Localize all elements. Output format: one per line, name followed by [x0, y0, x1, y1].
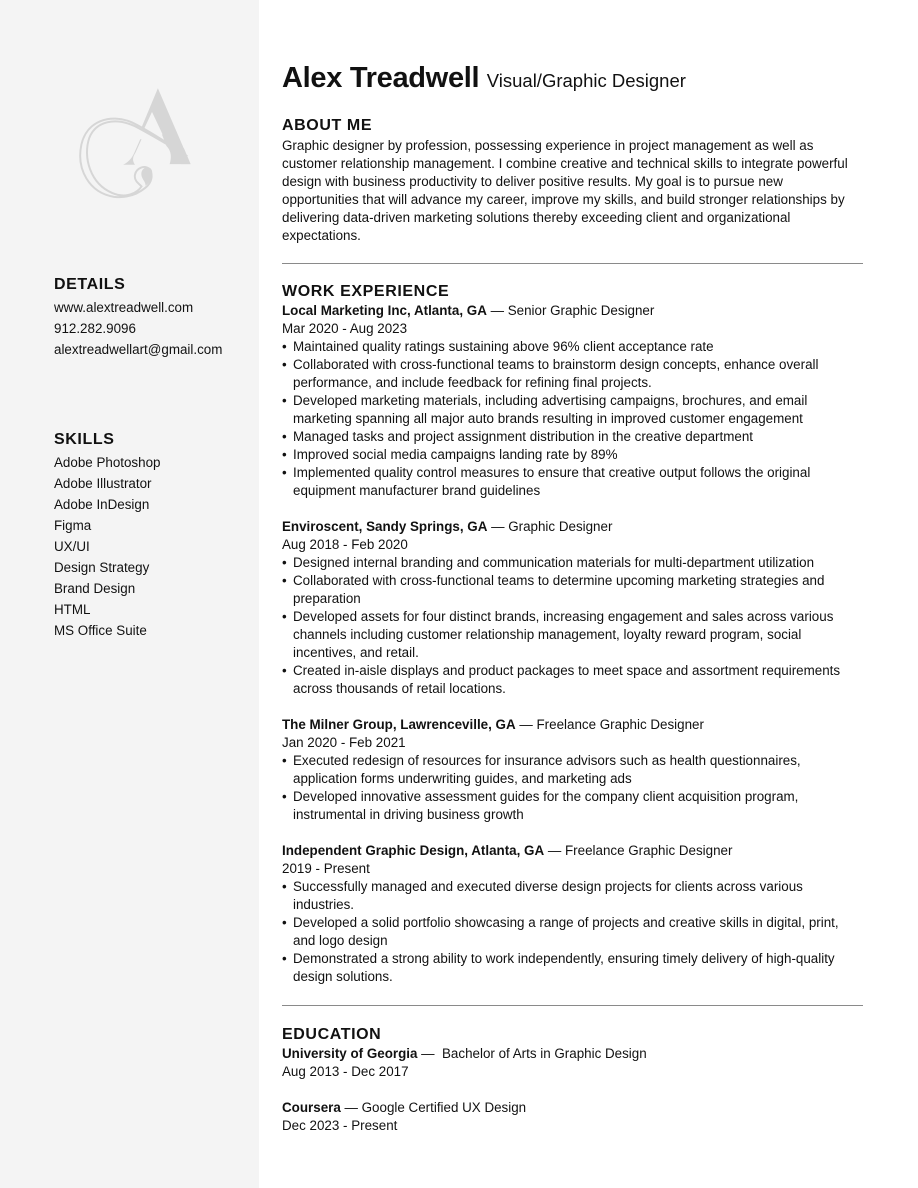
edu-dates: Aug 2013 - Dec 2017 [282, 1064, 409, 1079]
job-separator: — [515, 717, 537, 732]
job-entry [282, 716, 863, 824]
details-section [54, 275, 254, 360]
skill-item: MS Office Suite [54, 623, 147, 638]
skill-item: UX/UI [54, 539, 90, 554]
bullet-item: • Developed assets for four distinct brands, increasing engagement and sales across various channels including customer relationship management, loyalty reward program, social incentives, and retail. [282, 608, 863, 662]
edu-dates: Dec 2023 - Present [282, 1118, 398, 1133]
person-name: Alex Treadwell [282, 62, 480, 94]
bullet-item: • Created in-aisle displays and product packages to meet space and assortment requirements across thousands of retail locations. [282, 662, 863, 698]
bullet-item: • Developed innovative assessment guides for the company client acquisition program, instrumental in driving business growth [282, 788, 863, 824]
bullet-item: • Designed internal branding and communication materials for multi-department utilization [282, 554, 863, 572]
skill-item: Adobe Illustrator [54, 476, 152, 491]
job-separator: — [486, 303, 508, 318]
skill-item: HTML [54, 602, 91, 617]
job-dates: 2019 - Present [282, 861, 370, 876]
about-section [282, 116, 857, 245]
skill-item: Design Strategy [54, 560, 150, 575]
job-separator: — [487, 519, 509, 534]
job-separator: — [544, 843, 565, 858]
bullet-item: • Executed redesign of resources for insurance advisors such as health questionnaires, application forms underwriting guides, and marketing ads [282, 752, 863, 788]
bullet-item: • Demonstrated a strong ability to work independently, ensuring timely delivery of high-quality design solutions. [282, 950, 863, 986]
edu-degree: Google Certified UX Design [361, 1100, 527, 1115]
bullet-item: • Collaborated with cross-functional teams to brainstorm design concepts, enhance overall performance, and include feedback for refining final projects. [282, 356, 863, 392]
section-divider [282, 1005, 863, 1006]
edu-separator: — [417, 1046, 442, 1061]
bullet-item: • Implemented quality control measures to ensure that creative output follows the original equipment manufacturer brand guidelines [282, 464, 863, 500]
job-entry [282, 518, 863, 698]
job-company: Independent Graphic Design, Atlanta, GA [282, 843, 545, 858]
job-role: Senior Graphic Designer [507, 303, 655, 318]
edu-institution: University of Georgia [282, 1046, 418, 1061]
work-experience-section [282, 282, 863, 1004]
education-heading: EDUCATION [282, 1026, 382, 1043]
bullet-item: • Successfully managed and executed diverse design projects for clients across various industries. [282, 878, 863, 914]
bullet-item: • Maintained quality ratings sustaining above 96% client acceptance rate [282, 338, 863, 356]
skill-item: Figma [54, 518, 92, 533]
job-bullets [282, 878, 863, 986]
skills-section [54, 430, 254, 641]
email-link[interactable]: alextreadwellart@gmail.com [54, 342, 223, 357]
edu-degree: Bachelor of Arts in Graphic Design [442, 1046, 647, 1061]
job-title: Visual/Graphic Designer [486, 70, 686, 91]
education-entry [282, 1099, 863, 1135]
bullet-item: • Managed tasks and project assignment distribution in the creative department [282, 428, 863, 446]
section-divider [282, 263, 863, 264]
header [282, 62, 686, 95]
job-bullets [282, 338, 863, 500]
skill-item: Adobe Photoshop [54, 455, 161, 470]
job-bullets [282, 554, 863, 698]
skill-item: Adobe InDesign [54, 497, 150, 512]
edu-separator: — [340, 1100, 362, 1115]
job-dates: Aug 2018 - Feb 2020 [282, 537, 408, 552]
about-text: Graphic designer by profession, possessing experience in project management as well as customer relationship management. I combine creative and technical skills to integrate powerful design with business productivity to deliver positive results. My goal is to pursue new opportunities that will advance my career, improve my skills, and build stronger relationships by delivering data-driven marketing solutions thereby exceeding client and organizational expectations. [282, 138, 848, 243]
job-role: Graphic Designer [508, 519, 613, 534]
job-company: The Milner Group, Lawrenceville, GA [282, 717, 516, 732]
website-link[interactable]: www.alextreadwell.com [54, 300, 194, 315]
education-section [282, 1025, 863, 1153]
work-heading: WORK EXPERIENCE [282, 283, 450, 300]
edu-institution: Coursera [282, 1100, 341, 1115]
job-bullets [282, 752, 863, 824]
bullet-item: • Developed a solid portfolio showcasing a range of projects and creative skills in digital, print, and logo design [282, 914, 863, 950]
job-dates: Jan 2020 - Feb 2021 [282, 735, 406, 750]
phone-number[interactable]: 912.282.9096 [54, 321, 136, 336]
job-entry [282, 302, 863, 500]
skills-heading: SKILLS [54, 431, 115, 448]
bullet-item: • Collaborated with cross-functional teams to determine upcoming marketing strategies and preparation [282, 572, 863, 608]
job-role: Freelance Graphic Designer [564, 843, 733, 858]
details-heading: DETAILS [54, 276, 126, 293]
skill-item: Brand Design [54, 581, 136, 596]
education-entry [282, 1045, 863, 1081]
monogram-a-logo-icon [50, 52, 220, 224]
job-company: Local Marketing Inc, Atlanta, GA [282, 303, 487, 318]
bullet-item: • Improved social media campaigns landing rate by 89% [282, 446, 863, 464]
about-heading: ABOUT ME [282, 117, 373, 134]
job-company: Enviroscent, Sandy Springs, GA [282, 519, 488, 534]
job-entry [282, 842, 863, 986]
job-role: Freelance Graphic Designer [536, 717, 704, 732]
job-dates: Mar 2020 - Aug 2023 [282, 321, 408, 336]
sidebar [0, 0, 259, 1188]
bullet-item: • Developed marketing materials, including advertising campaigns, brochures, and email marketing spanning all major auto brands resulting in improved customer engagement [282, 392, 863, 428]
